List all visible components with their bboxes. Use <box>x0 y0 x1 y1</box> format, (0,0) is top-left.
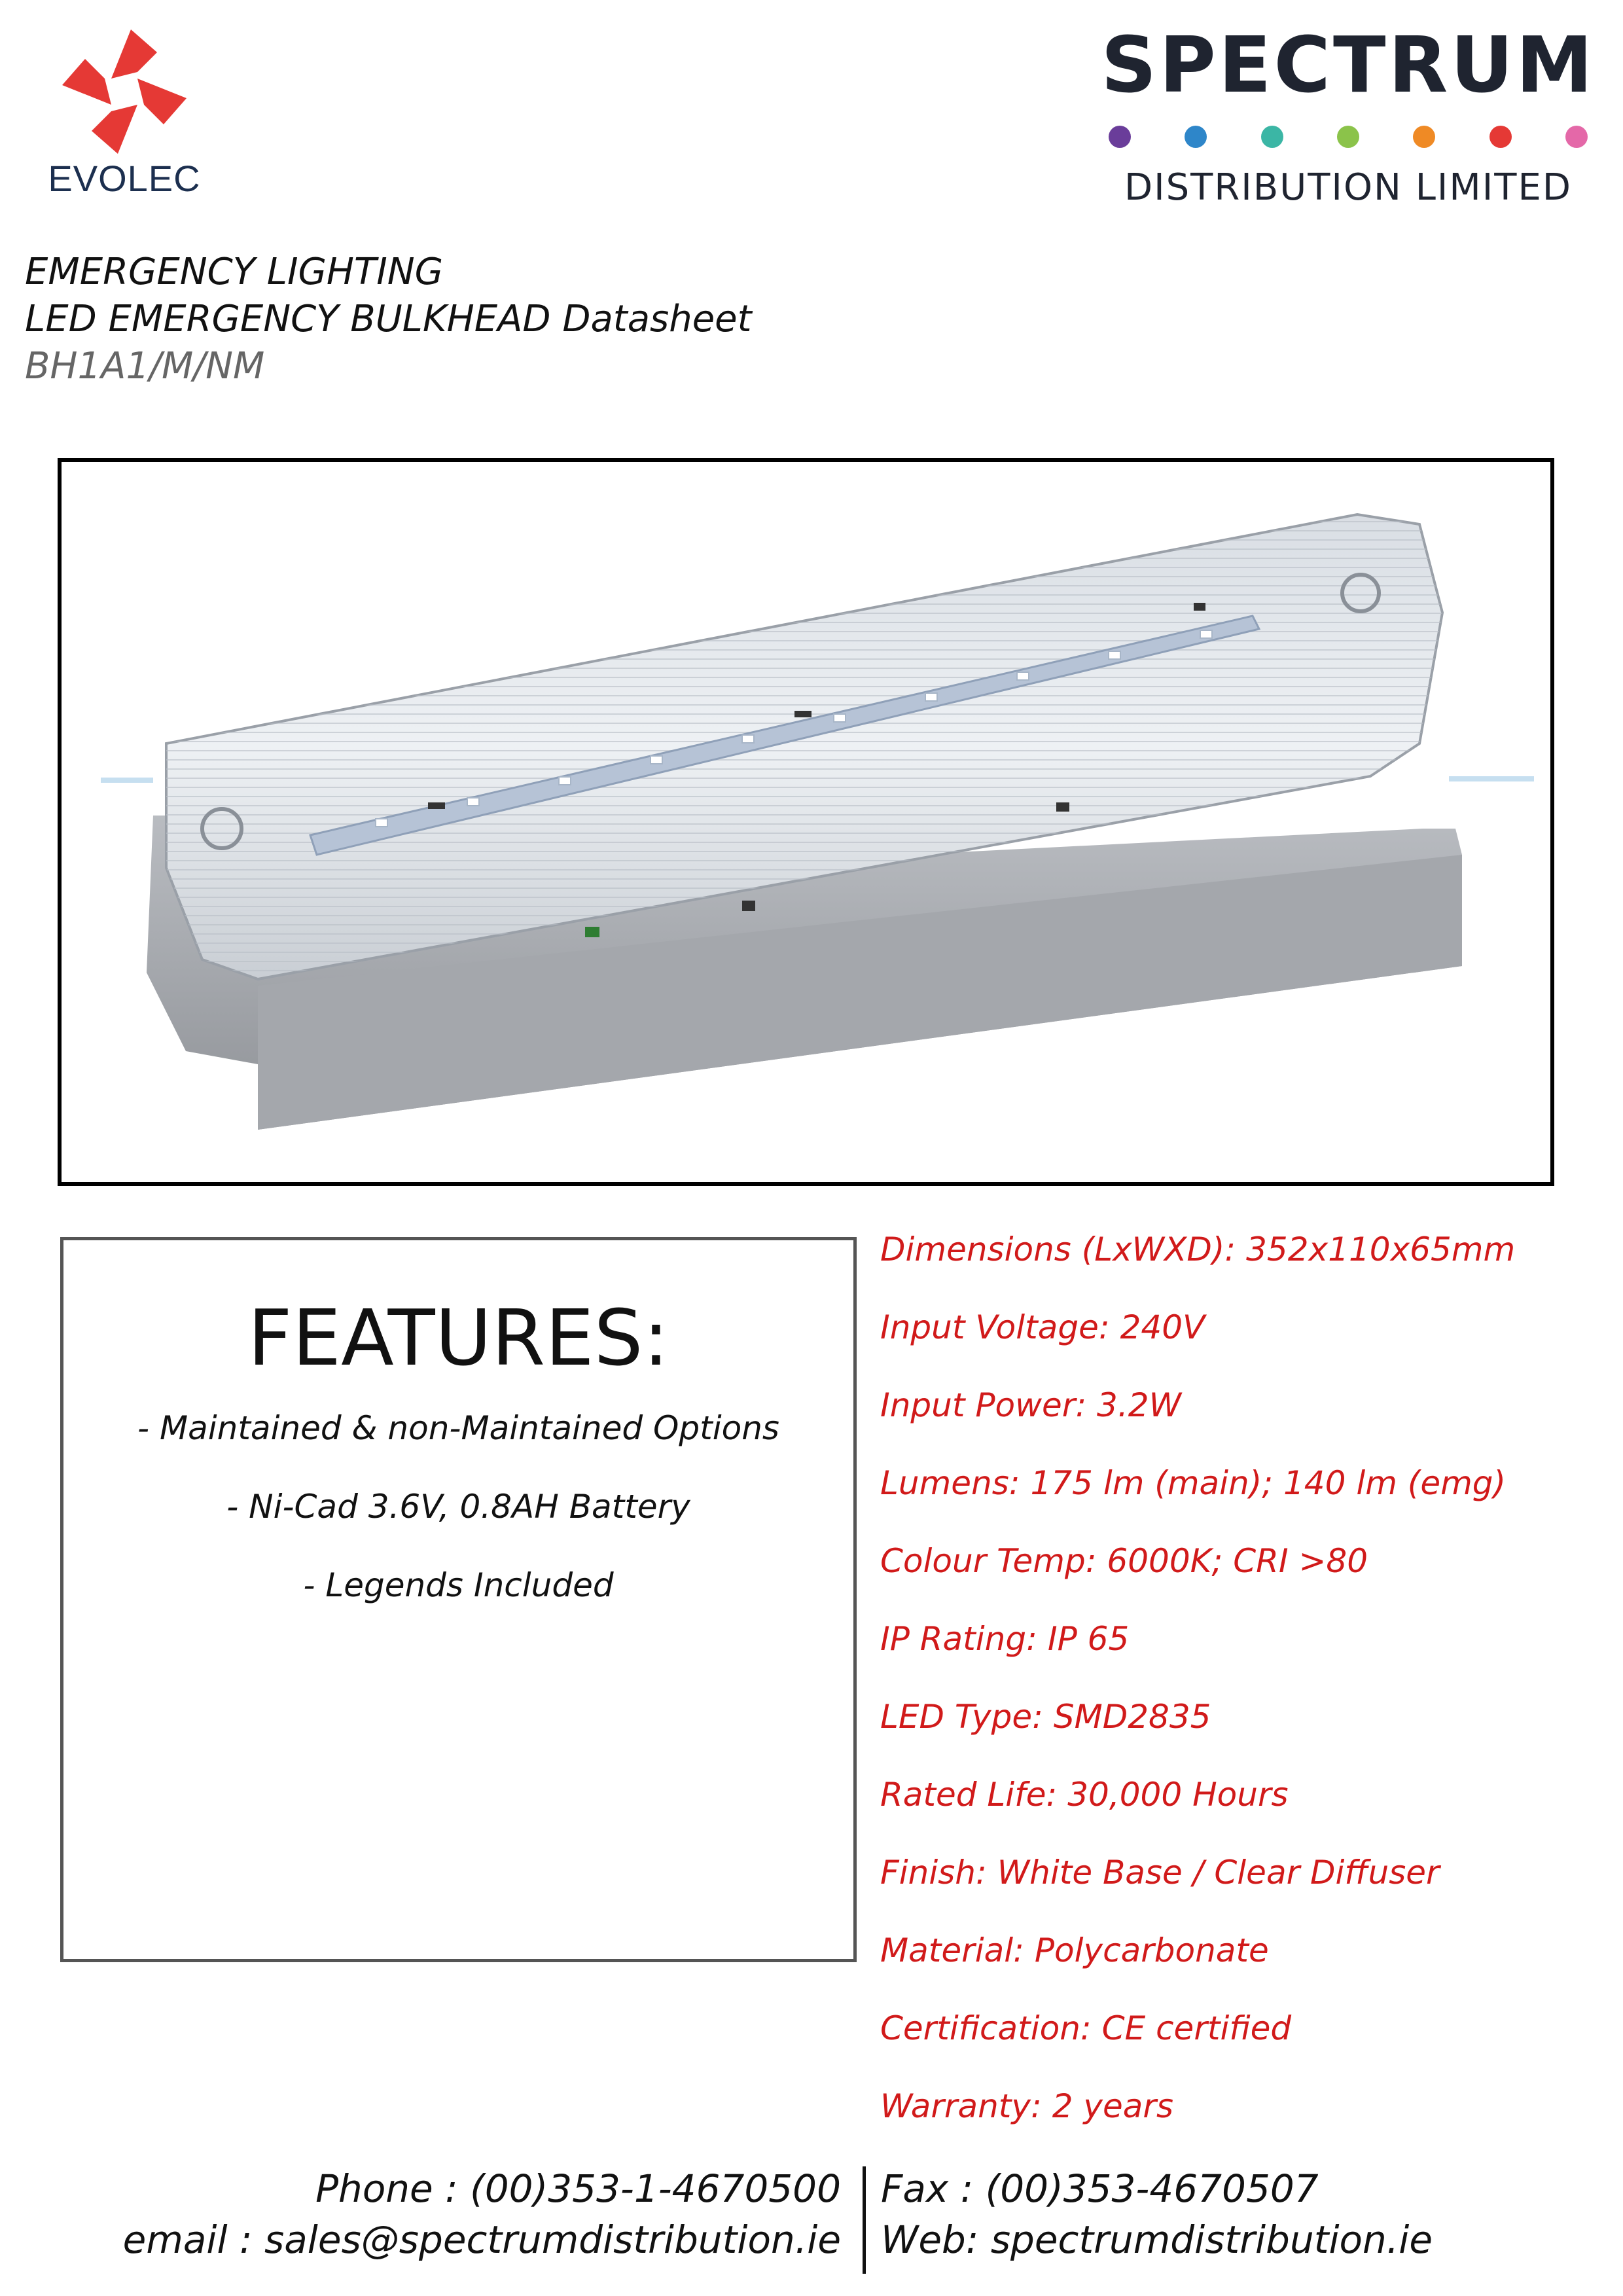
spectrum-color-dots <box>1099 126 1597 148</box>
footer-website[interactable]: Web: spectrumdistribution.ie <box>881 2217 1433 2262</box>
spec-lumens: Lumens: 175 lm (main); 140 lm (emg) <box>880 1464 1507 1502</box>
title-category: EMERGENCY LIGHTING <box>25 251 443 293</box>
color-dot <box>1185 126 1207 148</box>
spectrum-logo <box>1099 20 1597 216</box>
spectrum-logo-subtitle: DISTRIBUTION LIMITED <box>1124 166 1572 209</box>
evolec-logo-text: EVOLEC <box>48 158 201 199</box>
title-product: LED EMERGENCY BULKHEAD Datasheet <box>25 298 752 340</box>
document-titles <box>25 249 752 390</box>
spectrum-logo-name: SPECTRUM <box>1101 20 1596 110</box>
spec-dimensions: Dimensions (LxWXD): 352x110x65mm <box>880 1230 1516 1268</box>
spec-ip-rating: IP Rating: IP 65 <box>880 1620 1130 1658</box>
footer-divider <box>863 2217 866 2274</box>
features-box <box>60 1237 857 1962</box>
evolec-swirl-icon <box>39 26 209 157</box>
spec-rated-life: Rated Life: 30,000 Hours <box>880 1776 1289 1814</box>
spec-input-power: Input Power: 3.2W <box>880 1386 1182 1424</box>
footer-divider <box>863 2166 866 2217</box>
spec-material: Material: Polycarbonate <box>880 1931 1269 1969</box>
footer-fax: Fax : (00)353-4670507 <box>881 2166 1319 2211</box>
color-dot <box>1489 126 1512 148</box>
feature-item: - Ni-Cad 3.6V, 0.8AH Battery <box>226 1488 690 1526</box>
color-dot <box>1565 126 1588 148</box>
spec-colour-temp: Colour Temp: 6000K; CRI >80 <box>880 1542 1368 1580</box>
spec-finish: Finish: White Base / Clear Diffuser <box>880 1854 1440 1892</box>
features-heading: FEATURES: <box>247 1293 669 1383</box>
color-dot <box>1109 126 1131 148</box>
feature-item: - Legends Included <box>303 1566 614 1604</box>
spec-certification: Certification: CE certified <box>880 2009 1292 2047</box>
title-model-code: BH1A1/M/NM <box>25 345 265 387</box>
product-image-frame <box>58 458 1554 1186</box>
footer-email[interactable]: email : sales@spectrumdistribution.ie <box>122 2217 841 2262</box>
spec-input-voltage: Input Voltage: 240V <box>880 1308 1205 1346</box>
color-dot <box>1413 126 1435 148</box>
feature-item: - Maintained & non-Maintained Options <box>137 1409 779 1447</box>
color-dot <box>1337 126 1359 148</box>
color-dot <box>1261 126 1283 148</box>
evolec-logo <box>26 26 223 203</box>
footer-phone: Phone : (00)353-1-4670500 <box>315 2166 841 2211</box>
spec-warranty: Warranty: 2 years <box>880 2087 1174 2125</box>
spec-led-type: LED Type: SMD2835 <box>880 1698 1211 1736</box>
emergency-bulkhead-icon <box>62 462 1550 1182</box>
